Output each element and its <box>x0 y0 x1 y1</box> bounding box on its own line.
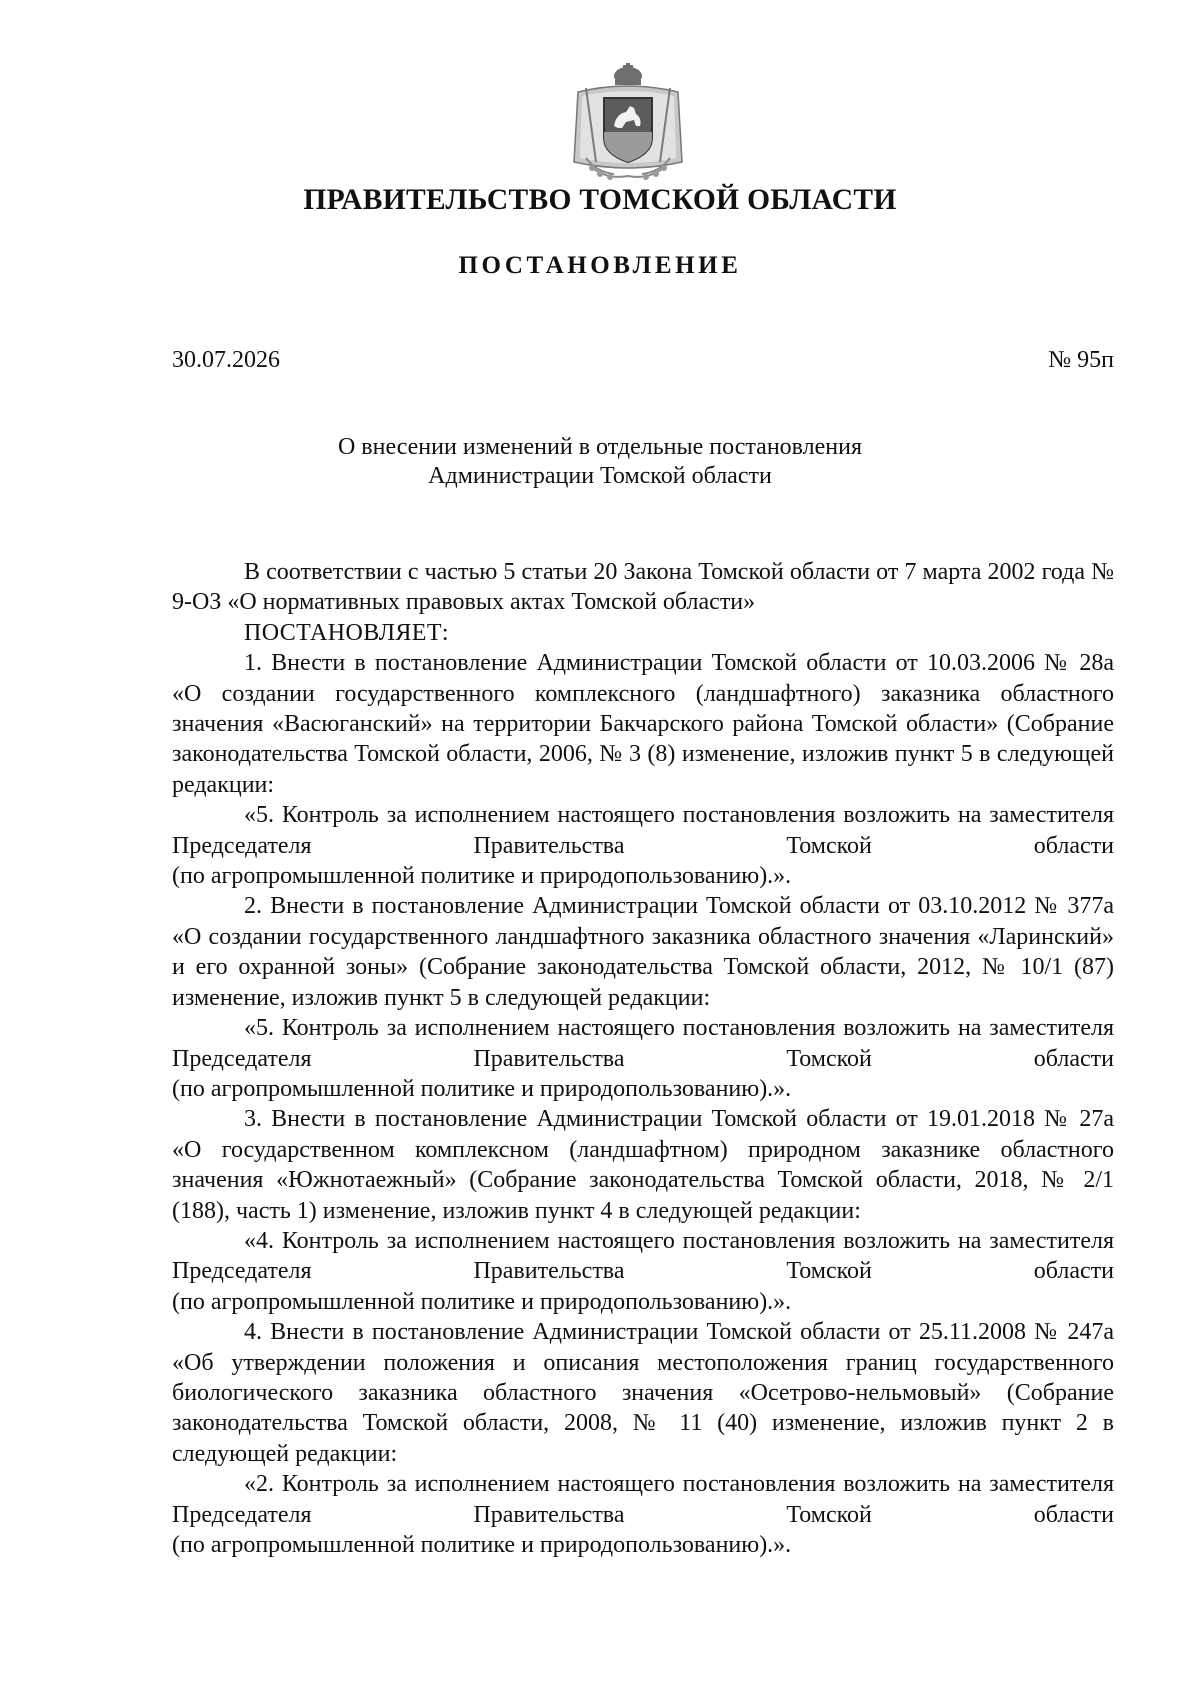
quoted-amendment-end: (по агропромышленной политике и природопользованию).». <box>172 863 792 890</box>
decree-word: ПОСТАНОВЛЯЕТ: <box>244 619 449 646</box>
preamble-paragraph: В соответствии с частью 5 статьи 20 Закона Томской области от 7 марта 2002 года № 9-ОЗ «О нормативных правовых актах Томской области» <box>172 559 1114 616</box>
quoted-amendment-end: (по агропромышленной политике и природопользованию).». <box>172 1532 792 1558</box>
item-paragraph: 3. Внести в постановление Администрации Томской области от 19.01.2018 № 27а «О государственном комплексном (ландшафтном) природном заказнике областного значения «Южнотаежный» (Собрание законодательства Томской области, 2018, № 2/1 (188), часть 1) изменение, изложив пункт 4 в следующей редакции: <box>172 1106 1114 1224</box>
document-body <box>172 557 1114 1560</box>
coat-of-arms-icon <box>556 62 700 188</box>
subject-line: Администрации Томской области <box>428 463 772 489</box>
item-paragraph: 1. Внести в постановление Администрации Томской области от 10.03.2006 № 28а «О создании государственного комплексного (ландшафтного) заказника областного значения «Васюганский» на территории Бакчарского района Томской области» (Собрание законодательства Томской области, 2006, № 3 (8) изменение, изложив пункт 5 в следующей редакции: <box>172 650 1114 798</box>
quoted-amendment: «5. Контроль за исполнением настоящего постановления возложить на заместителя Председателя Правительства Томской области <box>172 802 1114 859</box>
document-number: № 95п <box>1048 347 1114 373</box>
document-type: ПОСТАНОВЛЕНИЕ <box>458 252 742 279</box>
quoted-amendment: «2. Контроль за исполнением настоящего постановления возложить на заместителя Председателя Правительства Томской области <box>172 1471 1114 1528</box>
item-paragraph: 4. Внести в постановление Администрации Томской области от 25.11.2008 № 247а «Об утверждении положения и описания местоположения границ государственного биологического заказника областного значения «Осетрово-нельмовый» (Собрание законодательства Томской области, 2008, № 11 (40) изменение, изложив пункт 2 в следующей редакции: <box>172 1319 1114 1467</box>
quoted-amendment: «4. Контроль за исполнением настоящего постановления возложить на заместителя Председателя Правительства Томской области <box>172 1227 1114 1285</box>
document-date: 30.07.2026 <box>172 347 280 373</box>
organization-title: ПРАВИТЕЛЬСТВО ТОМСКОЙ ОБЛАСТИ <box>303 184 897 216</box>
quoted-amendment: «5. Контроль за исполнением настоящего постановления возложить на заместителя Председателя Правительства Томской области <box>172 1015 1114 1072</box>
subject-line: О внесении изменений в отдельные постановления <box>337 434 863 460</box>
quoted-amendment-end: (по агропромышленной политике и природопользованию).». <box>172 1075 792 1102</box>
quoted-amendment-end: (по агропромышленной политике и природопользованию).». <box>172 1288 792 1315</box>
document-subject <box>0 433 1200 491</box>
item-paragraph: 2. Внести в постановление Администрации Томской области от 03.10.2012 № 377а «О создании государственного ландшафтного заказника областного значения «Ларинский» и его охранной зоны» (Собрание законодательства Томской области, 2012, № 10/1 (87) изменение, изложив пункт 5 в следующей редакции: <box>172 893 1114 1011</box>
